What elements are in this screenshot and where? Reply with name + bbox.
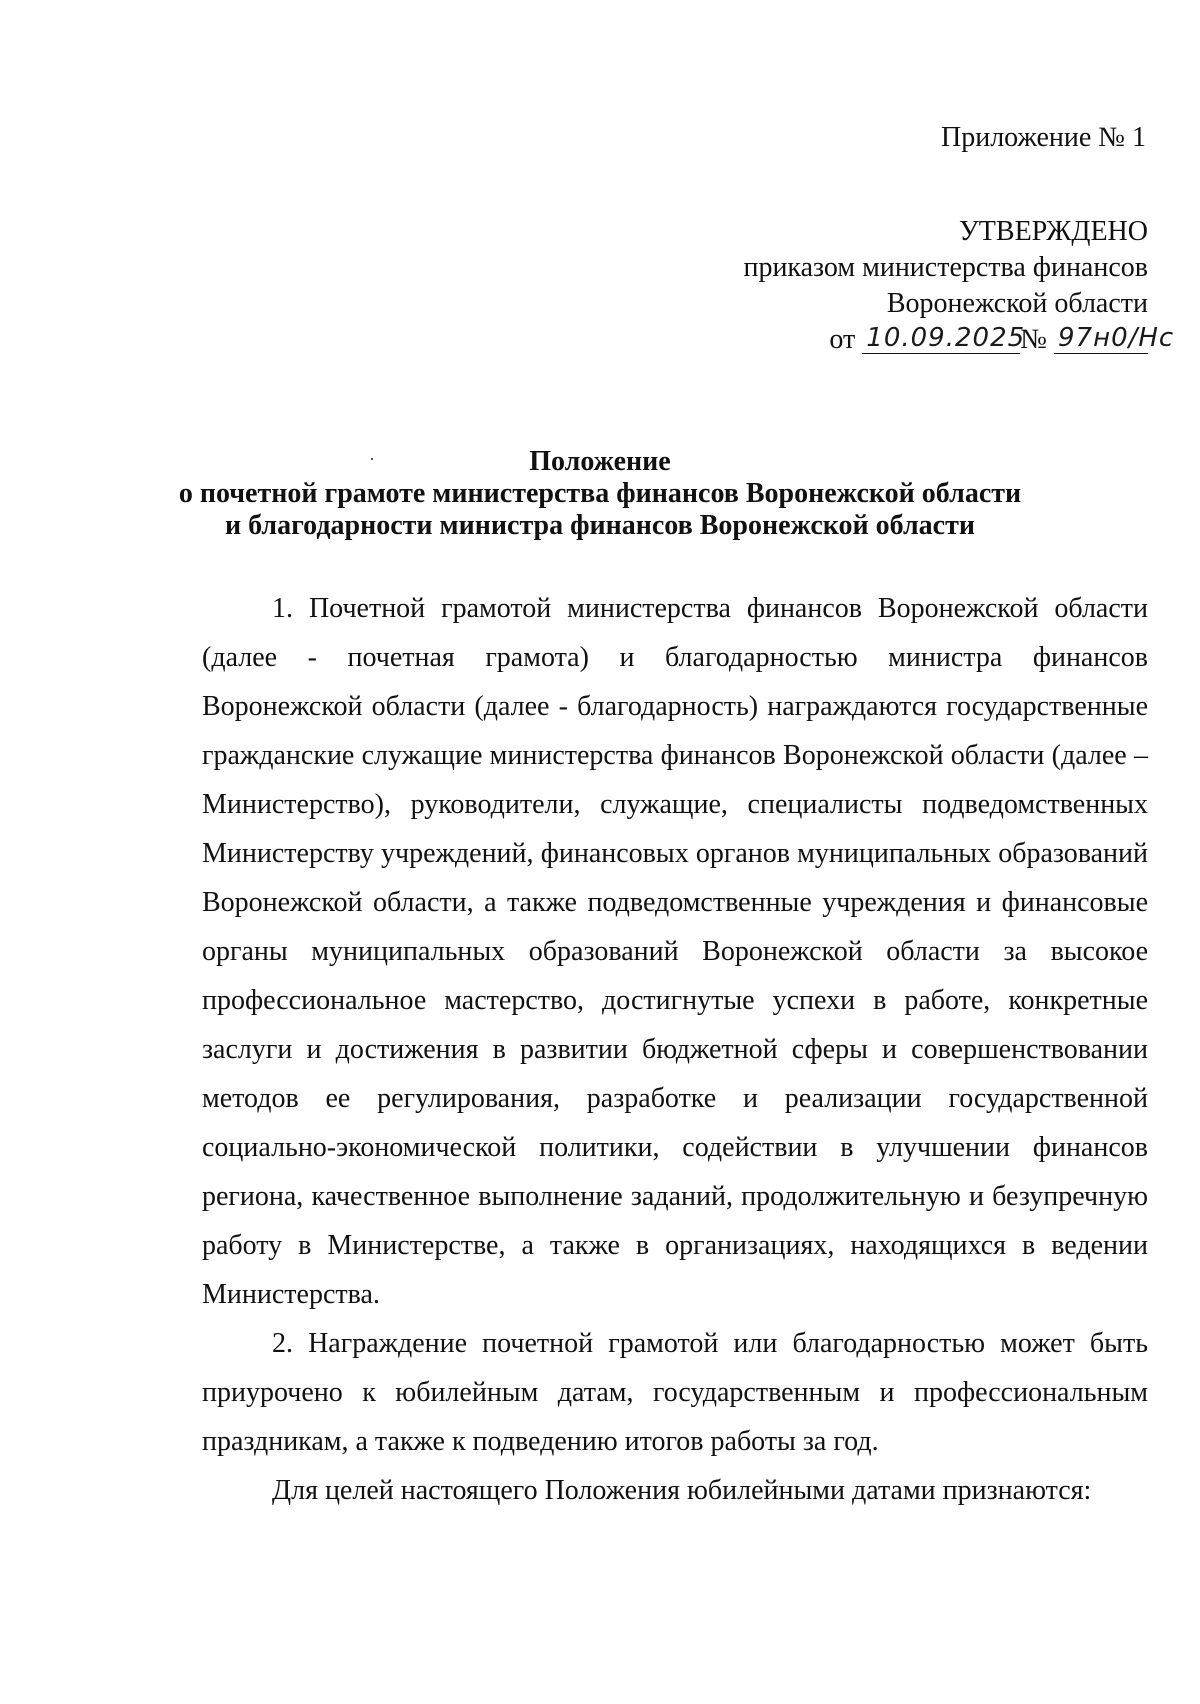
paragraph-3: Для целей настоящего Положения юбилейными датами признаются: [272,1475,1092,1506]
order-date-number-line [743,322,1175,358]
number-prefix: № [1020,324,1047,355]
document-body [202,584,1148,1515]
title-line-1: Положение [529,446,671,477]
approved-title: УТВЕРЖДЕНО [958,216,1148,247]
date-prefix: от [829,324,856,355]
title-line-2: о почетной грамоте министерства финансов Воронежской области [178,478,1022,509]
document-title [0,446,1200,542]
approved-line-1: приказом министерства финансов [743,252,1148,283]
handwritten-date: 10.09.2025 [862,323,1020,354]
handwritten-number: 97н0/Нс [1054,323,1148,354]
title-line-3: и благодарности министра финансов Воронежской области [225,510,975,541]
paragraph-2: 2. Награждение почетной грамотой или благодарностью может быть приурочено к юбилейным датам, государственным и профессиональным праздникам, а также к подведению итогов работы за год. [202,1328,1148,1457]
approved-line-2: Воронежской области [886,288,1148,319]
appendix-label: Приложение № 1 [941,122,1146,153]
approval-block [743,214,1175,358]
paragraph-1: 1. Почетной грамотой министерства финансов Воронежской области (далее - почетная грамота) и благодарностью министра финансов Воронежской области (далее - благодарность) награждаются государственные гражданские служащие министерства финансов Воронежской области (далее – Министерство), руководители, служащие, специалисты подведомственных Министерству учреждений, финансовых органов муниципальных образований Воронежской области, а также подведомственные учреждения и финансовые органы муниципальных образований Воронежской области за высокое профессиональное мастерство, достигнутые успехи в работе, конкретные заслуги и достижения в развитии бюджетной сферы и совершенствовании методов ее регулирования, разработке и реализации государственной социально-экономической политики, содействии в улучшении финансов региона, качественное выполнение заданий, продолжительную и безупречную работу в Министерстве, а также в организациях, находящихся в ведении Министерства. [202,593,1148,1310]
